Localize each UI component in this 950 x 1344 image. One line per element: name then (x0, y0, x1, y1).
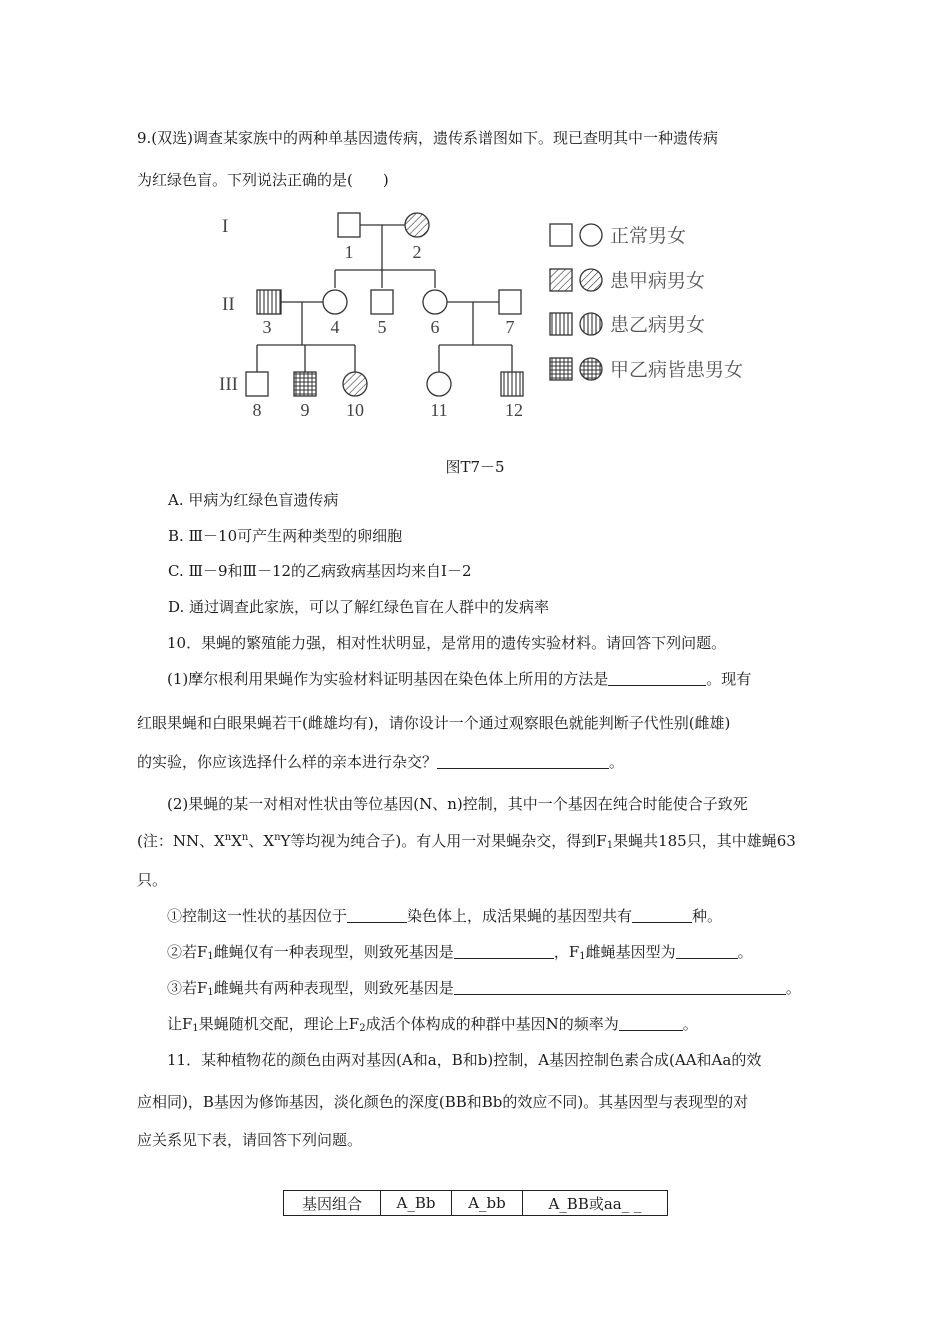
answer-blank[interactable] (676, 944, 738, 959)
q10-sub3: ③若$F_1$雌蝇共有两种表现型，则致死基因是 。 (167, 979, 801, 998)
answer-blank[interactable] (619, 1016, 683, 1031)
legend-a-female (580, 269, 602, 291)
generation-label-II: II (222, 294, 235, 315)
q9-option-b: B. Ⅲ－10可产生两种类型的卵细胞 (168, 527, 403, 545)
answer-blank[interactable] (608, 671, 706, 686)
table-header-cell: A_BB或aa_ _ (523, 1191, 668, 1216)
number-label: 7 (505, 317, 515, 337)
number-label: 5 (377, 317, 387, 337)
q11-line1: 11．某种植物花的颜色由两对基因(A和a，B和b)控制，A基因控制色素合成(AA和Aa的效 (167, 1051, 762, 1069)
number-label: 6 (430, 317, 440, 337)
table-row (284, 1191, 668, 1216)
number-label: 8 (252, 400, 262, 420)
individual-II-5 (371, 290, 393, 314)
legend-ab-female (580, 358, 602, 380)
individual-I-1 (338, 213, 360, 237)
legend-normal-male (550, 224, 572, 246)
q9-option-c: C. Ⅲ－9和Ⅲ－12的乙病致病基因均来自Ⅰ－2 (168, 562, 472, 580)
legend-label: 正常男女 (610, 225, 687, 247)
q10-sub1: ①控制这一性状的基因位于 染色体上，成活果蝇的基因型共有 种。 (167, 907, 723, 925)
q10-part2-line1: (2)果蝇的某一对相对性状由等位基因(N、n)控制，其中一个基因在纯合时能使合子致死 (167, 795, 748, 813)
legend-normal-female (580, 224, 602, 246)
table-header-cell: A_bb (452, 1191, 523, 1216)
number-label: 4 (330, 317, 340, 337)
answer-blank[interactable] (437, 754, 609, 769)
number-label: 3 (262, 317, 272, 337)
q10-intro: 10．果蝇的繁殖能力强，相对性状明显，是常用的遗传实验材料。请回答下列问题。 (167, 634, 727, 652)
q10-part1-line3: 的实验，你应该选择什么样的亲本进行杂交？ 。 (137, 753, 625, 771)
individual-III-10 (343, 372, 367, 396)
legend-a-male (550, 269, 572, 291)
answer-blank[interactable] (454, 944, 554, 959)
individual-III-12 (501, 372, 523, 396)
number-label: 11 (430, 400, 448, 420)
q11-line2: 应相同)，B基因为修饰基因，淡化颜色的深度(BB和Bb的效应不同)。其基因型与表现型的对 (137, 1093, 749, 1111)
number-label: 9 (300, 400, 310, 420)
figure-caption: 图T7－5 (445, 458, 505, 476)
individual-III-11 (427, 372, 451, 396)
legend-ab-male (550, 358, 572, 380)
legend-b-female (580, 313, 602, 335)
legend-label: 患乙病男女 (610, 314, 706, 336)
q9-stem-line2: 为红绿色盲。下列说法正确的是( ) (137, 171, 389, 189)
number-label: 10 (346, 400, 364, 420)
individual-III-9 (294, 372, 316, 396)
q10-part1-line2: 红眼果蝇和白眼果蝇若干(雌雄均有)，请你设计一个通过观察眼色就能判断子代性别(雌雄) (137, 714, 731, 732)
q10-part2-line3: 只。 (137, 871, 168, 889)
answer-blank[interactable] (347, 908, 407, 923)
generation-label-III: III (219, 374, 238, 395)
pedigree-chart (210, 200, 780, 430)
number-label: 12 (505, 400, 523, 420)
answer-blank[interactable] (632, 908, 692, 923)
legend-b-male (550, 313, 572, 335)
individual-II-3 (257, 290, 281, 314)
individual-II-4 (323, 290, 347, 314)
q9-option-d: D. 通过调查此家族，可以了解红绿色盲在人群中的发病率 (168, 598, 550, 616)
answer-blank[interactable] (454, 980, 786, 995)
legend-label: 甲乙病皆患男女 (610, 359, 744, 381)
q10-sub2: ②若$F_1$雌蝇仅有一种表现型，则致死基因是 ，$F_1$雌蝇基因型为 。 (167, 943, 753, 962)
table-header-cell: A_Bb (381, 1191, 452, 1216)
table-header-cell: 基因组合 (284, 1191, 381, 1216)
number-label: 2 (412, 242, 422, 262)
q10-part1-line1: (1)摩尔根利用果蝇作为实验材料证明基因在染色体上所用的方法是 。现有 (167, 670, 752, 688)
q11-line3: 应关系见下表，请回答下列问题。 (137, 1131, 363, 1149)
q10-sub4: 让$F_1$果蝇随机交配，理论上$F_2$成活个体构成的种群中基因N的频率为 。 (167, 1015, 698, 1034)
q9-stem-line1: 9.(双选)调查某家族中的两种单基因遗传病，遗传系谱图如下。现已查明其中一种遗传病 (137, 129, 719, 147)
legend-label: 患甲病男女 (610, 270, 706, 292)
q10-part2-line2: (注：NN、$X^nX^n$、$X^nY$等均视为纯合子)。有人用一对果蝇杂交，得到$F_1$果蝇共185只，其中雄蝇63 (137, 832, 796, 851)
generation-label-I: I (222, 216, 229, 237)
individual-I-2 (405, 213, 429, 237)
number-label: 1 (344, 242, 354, 262)
individual-II-7 (499, 290, 521, 314)
q9-option-a: A. 甲病为红绿色盲遗传病 (168, 491, 339, 509)
individual-II-6 (423, 290, 447, 314)
genotype-table (283, 1190, 668, 1216)
individual-III-8 (246, 372, 268, 396)
